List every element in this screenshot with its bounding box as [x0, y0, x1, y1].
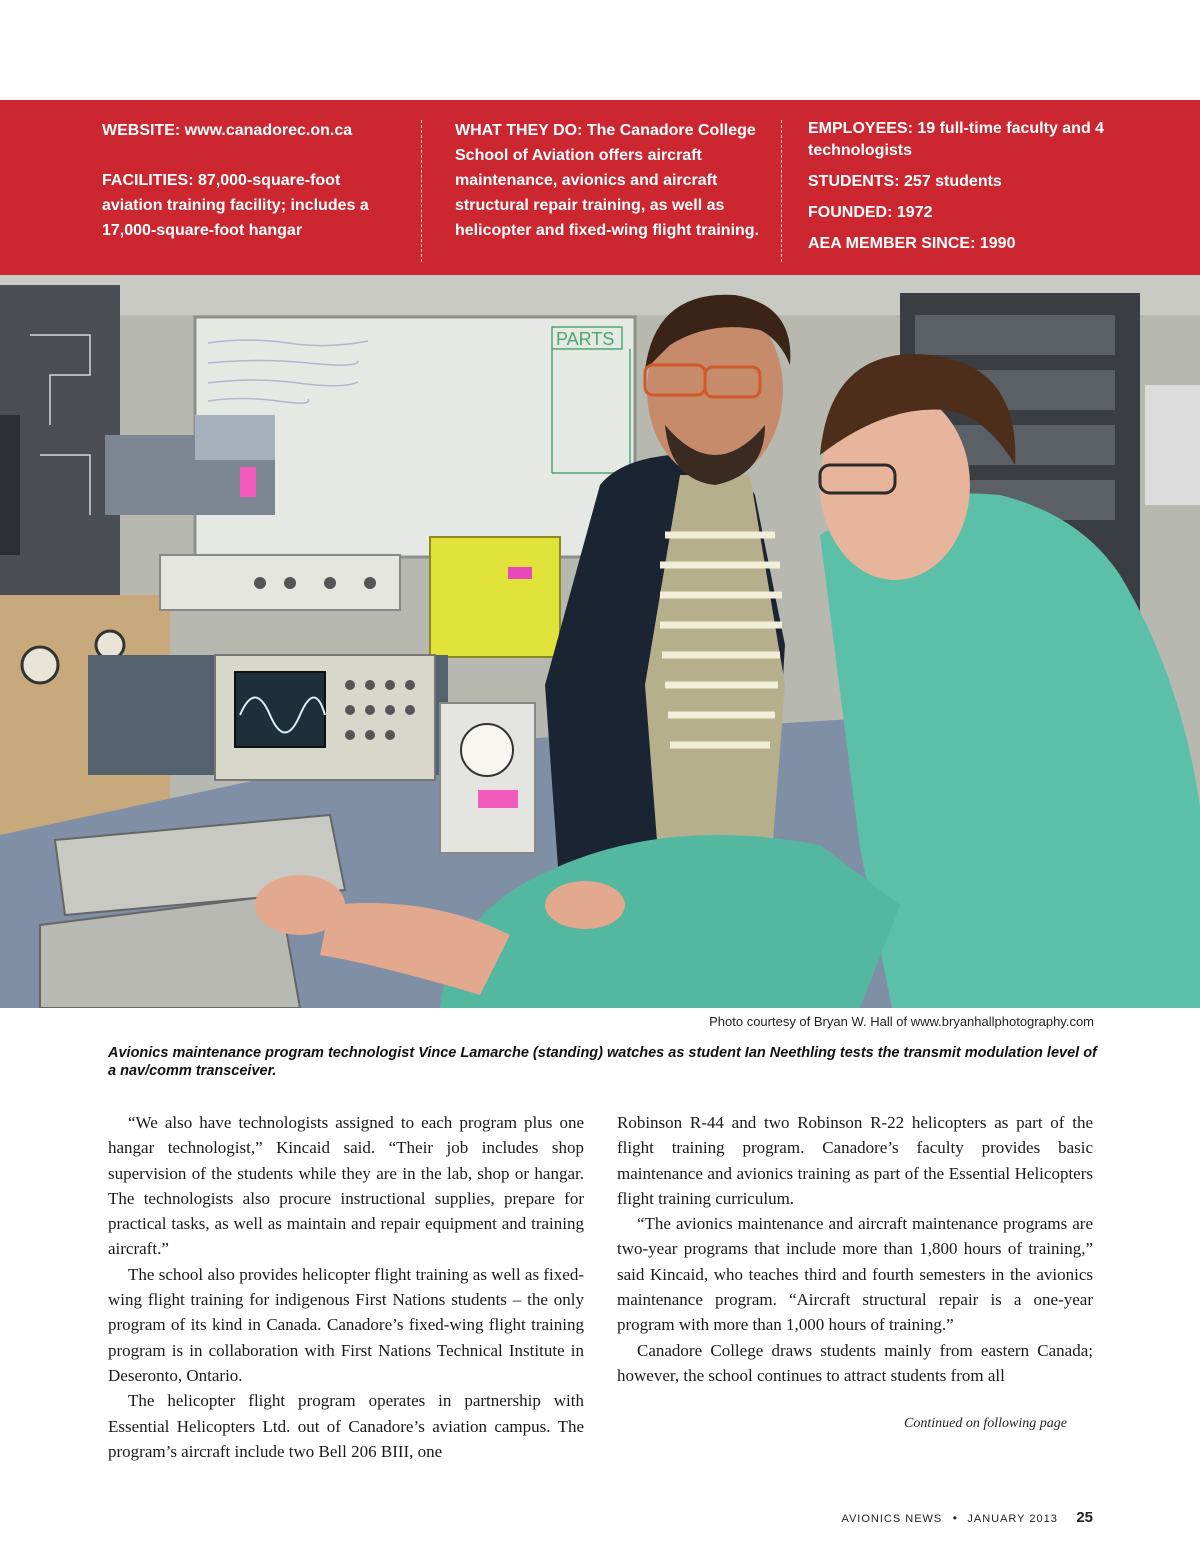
banner-column-stats: [808, 118, 1108, 255]
website-link[interactable]: www.canadorec.on.ca: [184, 122, 353, 139]
banner-column-website-facilities: [102, 118, 402, 243]
aea-row: [808, 233, 1108, 255]
footer-bullet: •: [952, 1511, 957, 1525]
article-column-left: [108, 1110, 584, 1464]
employees-row: [808, 118, 1108, 162]
continued-note: Continued on following page: [904, 1416, 1067, 1431]
students-label: STUDENTS:: [808, 173, 900, 190]
magazine-name: AVIONICS NEWS: [841, 1513, 943, 1525]
page-number: 25: [1076, 1509, 1093, 1526]
photo-caption: Avionics maintenance program technologist Vince Lamarche (standing) watches as student Ian Neethling tests the transmit modulation level of a nav/comm transceiver.: [108, 1045, 1097, 1079]
article-paragraph: Robinson R-44 and two Robinson R-22 helicopters as part of the flight training program. Canadore’s faculty provides basic maintenance and avionics training as part of the Essential Helicopters flight training curriculum.: [617, 1113, 1093, 1208]
article-paragraph: Canadore College draws students mainly from eastern Canada; however, the school continues to attract students from all: [617, 1340, 1093, 1385]
page-footer: [841, 1509, 1093, 1527]
lab-photo-illustration: [0, 275, 1200, 1008]
article-paragraph: The school also provides helicopter flight training as well as fixed-wing flight training for indigenous First Nations students – the only program of its kind in Canada. Canadore’s fixed-wing flight training program is in collaboration with First Nations Technical Institute in Deseronto, Ontario.: [108, 1264, 584, 1385]
article-paragraph: The helicopter flight program operates in partnership with Essential Helicopters Ltd. out of Canadore’s aviation campus. The program’s aircraft include two Bell 206 BIII, one: [108, 1391, 584, 1461]
employees-value: 19 full-time faculty and 4 technologists: [808, 120, 1105, 159]
what-they-do-value: The Canadore College School of Aviation offers aircraft maintenance, avionics and aircraft structural repair training, as well as helicopter and fixed-wing flight training.: [455, 122, 759, 239]
students-value: 257 students: [904, 173, 1002, 190]
website-row: [102, 118, 402, 143]
website-label: WEBSITE:: [102, 122, 181, 139]
aea-member-value: 1990: [979, 235, 1016, 252]
banner-divider: [781, 120, 783, 262]
facilities-label: FACILITIES:: [102, 172, 194, 189]
whiteboard-parts-label: PARTS: [556, 329, 615, 349]
article-paragraph: “We also have technologists assigned to each program plus one hangar technologist,” Kincaid said. “Their job includes shop supervision of the students while they are in the lab, shop or hangar. The technologists also procure instructional supplies, prepare for practical tasks, as well as maintain and repair equipment and training aircraft.”: [108, 1113, 584, 1259]
employees-label: EMPLOYEES:: [808, 120, 913, 137]
founded-value: 1972: [896, 204, 933, 221]
photo-credit: Photo courtesy of Bryan W. Hall of www.bryanhallphotography.com: [709, 1014, 1094, 1029]
aea-member-label: AEA MEMBER SINCE:: [808, 235, 976, 252]
banner-column-what-they-do: [455, 118, 765, 243]
info-banner: [0, 100, 1200, 275]
students-row: [808, 171, 1108, 193]
article-paragraph: “The avionics maintenance and aircraft maintenance programs are two-year programs that include more than 1,800 hours of training,” said Kincaid, who teaches third and fourth semesters in the avionics maintenance program. “Aircraft structural repair is a one-year program with more than 1,000 hours of training.”: [617, 1214, 1093, 1335]
lab-photo: [0, 275, 1200, 1008]
facilities-value: 87,000-square-foot aviation training facility; includes a 17,000-square-foot hangar: [102, 172, 369, 239]
founded-row: [808, 202, 1108, 224]
founded-label: FOUNDED:: [808, 204, 893, 221]
facilities-row: [102, 168, 402, 243]
issue-date: JANUARY 2013: [967, 1513, 1058, 1525]
banner-divider: [421, 120, 423, 262]
article-column-right: [617, 1110, 1093, 1388]
what-they-do-label: WHAT THEY DO:: [455, 122, 583, 139]
